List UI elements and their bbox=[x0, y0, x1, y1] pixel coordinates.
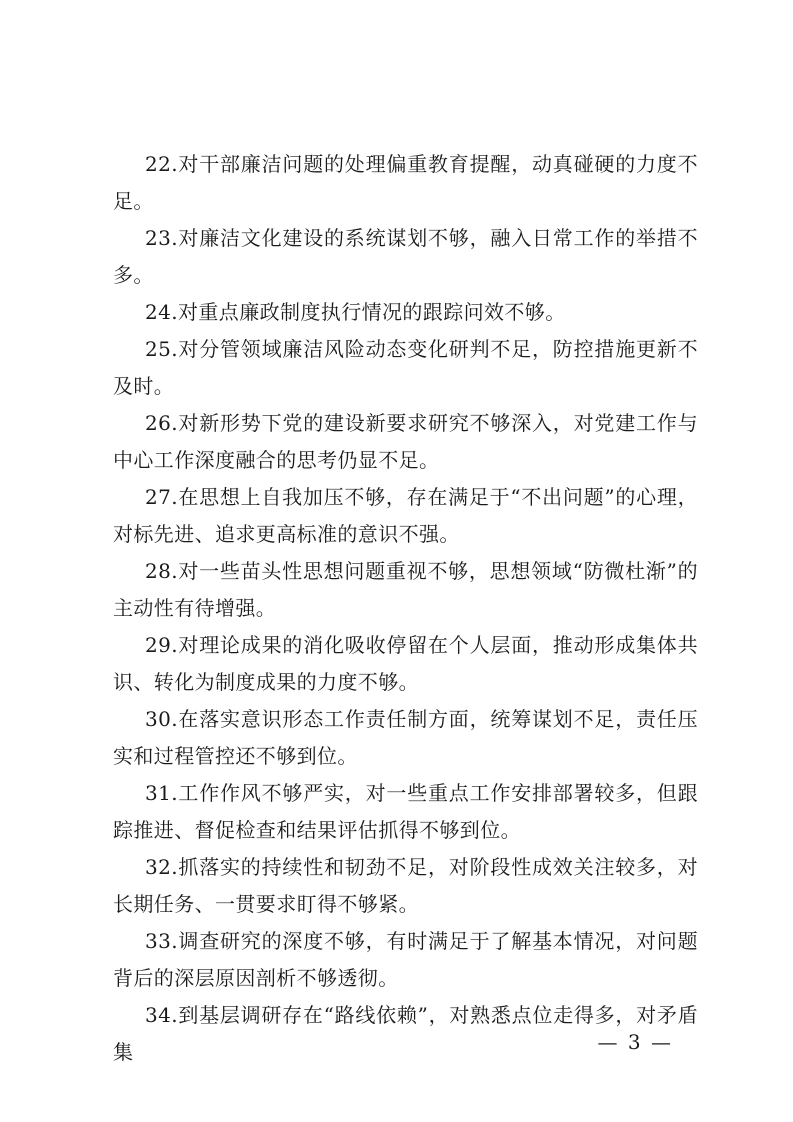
list-item: 27.在思想上自我加压不够，存在满足于“不出问题”的心理，对标先进、追求更高标准的意识不强。 bbox=[113, 485, 698, 546]
list-item: 34.到基层调研存在“路线依赖”，对熟悉点位走得多，对矛盾集 bbox=[113, 1003, 698, 1064]
list-item: 30.在落实意识形态工作责任制方面，统筹谋划不足，责任压实和过程管控还不够到位。 bbox=[113, 707, 698, 768]
list-item: 25.对分管领域廉洁风险动态变化研判不足，防控措施更新不及时。 bbox=[113, 337, 698, 398]
list-item: 29.对理论成果的消化吸收停留在个人层面，推动形成集体共识、转化为制度成果的力度不够。 bbox=[113, 633, 698, 694]
list-item: 32.抓落实的持续性和韧劲不足，对阶段性成效关注较多，对长期任务、一贯要求盯得不够紧。 bbox=[113, 855, 698, 916]
document-body bbox=[113, 146, 698, 1071]
list-item: 31.工作作风不够严实，对一些重点工作安排部署较多，但跟踪推进、督促检查和结果评估抓得不够到位。 bbox=[113, 781, 698, 842]
list-item: 33.调查研究的深度不够，有时满足于了解基本情况，对问题背后的深层原因剖析不够透彻。 bbox=[113, 929, 698, 990]
list-item: 24.对重点廉政制度执行情况的跟踪问效不够。 bbox=[145, 300, 566, 324]
page-number: — 3 — bbox=[597, 1030, 673, 1054]
list-item: 23.对廉洁文化建设的系统谋划不够，融入日常工作的举措不多。 bbox=[113, 226, 698, 287]
list-item: 22.对干部廉洁问题的处理偏重教育提醒，动真碰硬的力度不足。 bbox=[113, 152, 698, 213]
list-item: 26.对新形势下党的建设新要求研究不够深入，对党建工作与中心工作深度融合的思考仍显不足。 bbox=[113, 411, 698, 472]
list-item: 28.对一些苗头性思想问题重视不够，思想领域“防微杜渐”的主动性有待增强。 bbox=[113, 559, 698, 620]
